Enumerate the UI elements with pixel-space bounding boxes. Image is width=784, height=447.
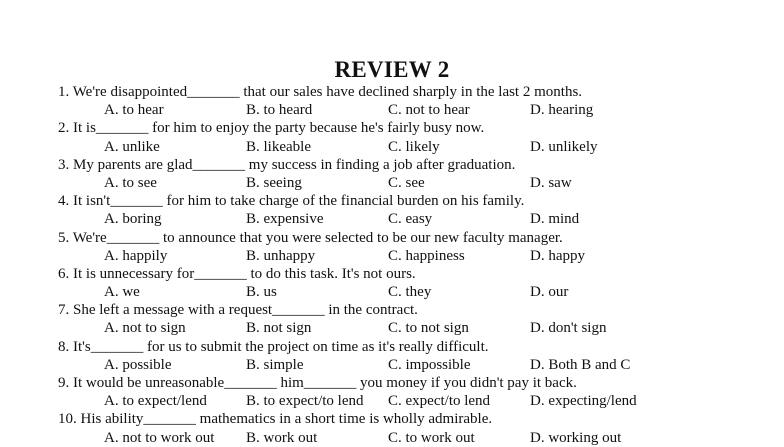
answer-options	[58, 101, 778, 119]
option-d: D. working out	[530, 429, 622, 446]
option-b: B. unhappy	[246, 247, 316, 264]
option-b: B. likeable	[246, 138, 311, 155]
option-b: B. work out	[246, 429, 318, 446]
option-d: D. don't sign	[530, 320, 607, 337]
answer-options	[58, 210, 778, 228]
option-c: C. they	[388, 284, 432, 301]
option-b: B. expensive	[246, 211, 324, 228]
question-text: 4. It isn't_______ for him to take charge of the financial burden on his family.	[58, 193, 525, 210]
option-d: D. our	[530, 284, 569, 301]
question-text: 1. We're disappointed_______ that our sales have declined sharply in the last 2 months.	[58, 84, 583, 100]
option-a: A. not to sign	[104, 320, 186, 337]
question-8	[58, 338, 778, 374]
option-c: C. see	[388, 174, 425, 191]
question-5	[58, 229, 778, 265]
option-b: B. to heard	[246, 102, 313, 119]
option-b: B. not sign	[246, 320, 312, 337]
option-a: A. to see	[104, 174, 157, 191]
option-a: A. not to work out	[104, 429, 215, 446]
question-4	[58, 192, 778, 228]
option-c: C. not to hear	[388, 102, 470, 119]
option-c: C. to work out	[388, 429, 475, 446]
answer-options	[58, 392, 778, 410]
question-2	[58, 119, 778, 155]
question-3	[58, 156, 778, 192]
option-d: D. mind	[530, 211, 580, 228]
question-text: 10. His ability_______ mathematics in a short time is wholly admirable.	[58, 411, 493, 428]
answer-options	[58, 429, 778, 447]
answer-options	[58, 283, 778, 301]
option-b: B. us	[246, 284, 277, 301]
option-c: C. expect/to lend	[388, 393, 491, 410]
question-1	[58, 83, 778, 119]
answer-options	[58, 319, 778, 337]
question-text: 8. It's_______ for us to submit the project on time as it's really difficult.	[58, 338, 489, 355]
question-text: 3. My parents are glad_______ my success in finding a job after graduation.	[58, 156, 516, 173]
option-d: D. happy	[530, 247, 585, 264]
option-d: D. Both B and C	[530, 356, 631, 373]
question-9	[58, 374, 778, 410]
option-a: A. unlike	[104, 138, 160, 155]
option-a: A. boring	[104, 211, 162, 228]
option-c: C. to not sign	[388, 320, 469, 337]
option-a: A. to hear	[104, 102, 164, 119]
question-6	[58, 265, 778, 301]
option-a: A. we	[104, 284, 140, 301]
question-text: 5. We're_______ to announce that you were selected to be our new faculty manager.	[58, 229, 563, 246]
option-d: D. expecting/lend	[530, 393, 637, 410]
page-title: REVIEW 2	[334, 57, 450, 82]
answer-options	[58, 356, 778, 374]
option-d: D. saw	[530, 174, 572, 191]
option-a: A. to expect/lend	[104, 393, 207, 410]
answer-options	[58, 138, 778, 156]
question-text: 6. It is unnecessary for_______ to do this task. It's not ours.	[58, 265, 416, 282]
question-list	[58, 83, 778, 447]
question-text: 9. It would be unreasonable_______ him_______ you money if you didn't pay it back.	[58, 375, 577, 391]
option-a: A. possible	[104, 356, 172, 373]
option-c: C. impossible	[388, 356, 471, 373]
option-c: C. likely	[388, 138, 440, 155]
answer-options	[58, 247, 778, 265]
question-text: 2. It is_______ for him to enjoy the party because he's fairly busy now.	[58, 120, 485, 137]
question-7	[58, 301, 778, 337]
question-text: 7. She left a message with a request_______ in the contract.	[58, 302, 418, 319]
answer-options	[58, 174, 778, 192]
question-10	[58, 410, 778, 446]
option-c: C. easy	[388, 211, 433, 228]
option-d: D. unlikely	[530, 138, 598, 155]
option-d: D. hearing	[530, 102, 594, 119]
option-c: C. happiness	[388, 247, 465, 264]
option-b: B. simple	[246, 356, 304, 373]
option-b: B. seeing	[246, 174, 302, 191]
option-a: A. happily	[104, 247, 168, 264]
option-b: B. to expect/to lend	[246, 393, 364, 410]
